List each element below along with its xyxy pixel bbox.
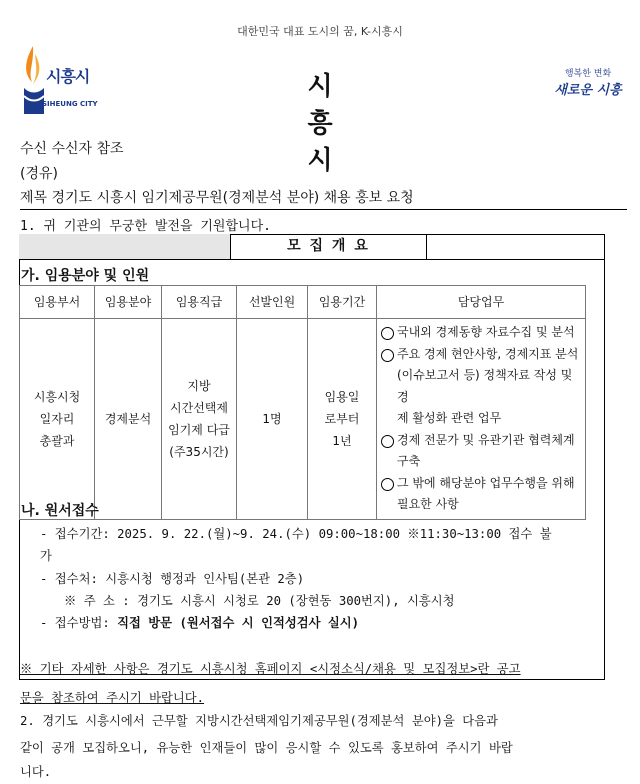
duty-item bbox=[381, 473, 581, 516]
period-line: 로부터 bbox=[324, 411, 360, 426]
rank-line: 시간선택제 bbox=[170, 400, 228, 415]
circle-bullet-icon bbox=[381, 478, 394, 491]
table-row bbox=[20, 319, 586, 520]
department-cell bbox=[20, 319, 95, 520]
period-cell bbox=[308, 319, 377, 520]
duty-text: 제 활성화 관련 업무 bbox=[397, 411, 502, 425]
duty-item bbox=[381, 430, 581, 473]
circle-bullet-icon bbox=[381, 435, 394, 448]
duty-item bbox=[381, 344, 581, 430]
duty-item bbox=[381, 322, 581, 344]
period-line: 임용일 bbox=[324, 389, 360, 404]
duty-text: (이슈보고서 등) 정책자료 작성 및 경 bbox=[397, 368, 573, 404]
recipient-line: 수신 수신자 참조 bbox=[20, 141, 124, 157]
rank-line: (주35시간) bbox=[169, 444, 229, 459]
subject-line: 제목 경기도 시흥시 임기제공무원(경제분석 분야) 채용 홍보 요청 bbox=[20, 190, 414, 206]
paragraph-2-line-3: 니다. bbox=[20, 765, 52, 779]
city-logo bbox=[20, 44, 100, 114]
overview-title-left-cell bbox=[19, 234, 231, 259]
duty-text: 구축 bbox=[397, 454, 421, 468]
duties-cell bbox=[377, 319, 586, 520]
department-line: 일자리 bbox=[39, 411, 75, 426]
circle-bullet-icon bbox=[381, 349, 394, 362]
duty-text: 경제 전문가 및 유관기관 협력체계 bbox=[397, 432, 575, 447]
method-label: - 접수방법: bbox=[40, 616, 118, 630]
logo-wordmark: 시흥시 bbox=[46, 67, 90, 86]
department-line: 총괄과 bbox=[39, 433, 75, 448]
application-method bbox=[40, 613, 359, 631]
rank-line: 임기제 다급 bbox=[168, 422, 230, 437]
document-title: 시 흥 시 bbox=[307, 72, 379, 176]
logo-subtext: SIHEUNG CITY bbox=[42, 100, 98, 108]
table-header-cell: 담당업무 bbox=[377, 286, 586, 319]
duty-text: 국내외 경제동향 자료수집 및 분석 bbox=[397, 325, 575, 339]
notice-line-2: 문을 참조하여 주시기 바랍니다. bbox=[20, 691, 205, 705]
table-header-cell: 임용분야 bbox=[95, 286, 162, 319]
application-period: - 접수기간: 2025. 9. 22.(월)~9. 24.(수) 09:00~18:00 ※11:30~13:00 접수 불 bbox=[40, 527, 552, 541]
brand-slogan-small: 행복한 변화 bbox=[564, 69, 612, 79]
department-line: 시흥시청 bbox=[33, 389, 81, 404]
duty-text: 주요 경제 현안사항, 경제지표 분석 bbox=[397, 346, 579, 361]
paragraph-2-line-1: 2. 경기도 시흥시에서 근무할 지방시간선택제임기제공무원(경제분석 분야)을 다음과 bbox=[20, 714, 498, 728]
duty-text: 그 밖에 해당분야 업무수행을 위해 bbox=[397, 475, 575, 490]
application-period-cont: 가 bbox=[40, 549, 52, 563]
overview-title: 모 집 개 요 bbox=[231, 234, 427, 259]
application-address: ※ 주 소 : 경기도 시흥시 시청로 20 (장현동 300번지), 시흥시청 bbox=[64, 594, 455, 608]
method-value: 직접 방문 (원서접수 시 인적성검사 실시) bbox=[117, 616, 360, 630]
section-b-heading: 나. 원서접수 bbox=[21, 503, 99, 519]
table-header-row bbox=[20, 286, 586, 319]
section-a-heading: 가. 임용분야 및 인원 bbox=[21, 268, 150, 284]
paragraph-2-line-2: 같이 공개 모집하오니, 유능한 인재들이 많이 응시할 수 있도록 홍보하여 주시기 바랍 bbox=[20, 741, 513, 755]
notice-line-1: ※ 기타 자세한 사항은 경기도 시흥시청 홈페이지 <시정소식/채용 및 모집정보>란 공고 bbox=[20, 662, 521, 676]
overview-title-row bbox=[19, 234, 605, 260]
city-slogan: 대한민국 대표 도시의 꿈, K-시흥시 bbox=[237, 25, 403, 38]
rank-line: 지방 bbox=[187, 378, 211, 393]
brand-slogan bbox=[548, 66, 628, 98]
subject-divider bbox=[20, 209, 627, 210]
field-cell: 경제분석 bbox=[95, 319, 162, 520]
table-header-cell: 임용직급 bbox=[162, 286, 237, 319]
period-line: 1년 bbox=[332, 433, 352, 448]
table-header-cell: 임용기간 bbox=[308, 286, 377, 319]
application-place: - 접수처: 시흥시청 행정과 인사팀(본관 2층) bbox=[40, 572, 305, 586]
position-table bbox=[19, 285, 586, 520]
rank-cell bbox=[162, 319, 237, 520]
circle-bullet-icon bbox=[381, 327, 394, 340]
via-line: (경유) bbox=[20, 166, 58, 182]
table-header-cell: 선발인원 bbox=[237, 286, 308, 319]
paragraph-1: 1. 귀 기관의 무궁한 발전을 기원합니다. bbox=[20, 219, 271, 234]
count-cell: 1명 bbox=[237, 319, 308, 520]
table-header-cell: 임용부서 bbox=[20, 286, 95, 319]
duty-text: 필요한 사항 bbox=[397, 497, 459, 511]
brand-slogan-main: 새로운 시흥 bbox=[554, 83, 622, 98]
